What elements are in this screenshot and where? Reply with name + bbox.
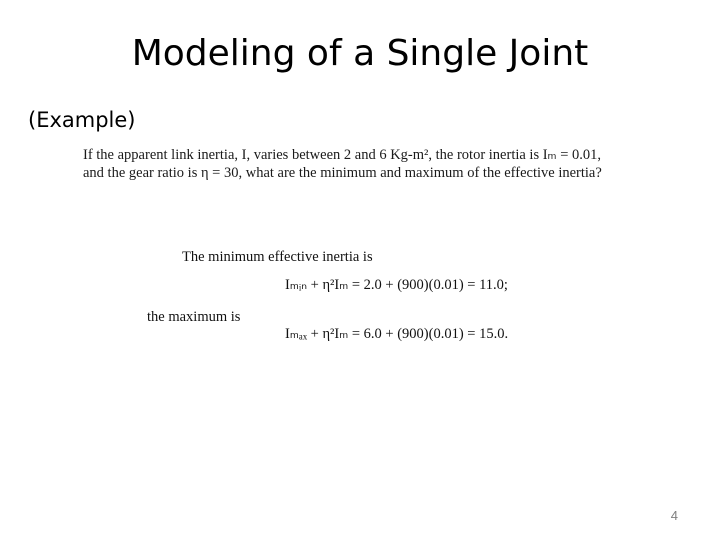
solution-intro: The minimum effective inertia is: [182, 249, 373, 265]
problem-statement: [83, 146, 603, 182]
page-number: 4: [670, 508, 678, 523]
max-label: the maximum is: [147, 309, 241, 325]
slide-title: Modeling of a Single Joint: [131, 33, 589, 74]
example-label: (Example): [28, 108, 136, 132]
problem-text: If the apparent link inertia, I, varies between 2 and 6 Kg-m², the rotor inertia is Iₘ = 0.01, and the gear ratio is η = 30, what are the minimum and maximum of the effective inertia?: [83, 147, 602, 181]
min-equation: Iₘᵢₙ + η²Iₘ = 2.0 + (900)(0.01) = 11.0;: [285, 277, 508, 293]
max-equation: Iₘₐₓ + η²Iₘ = 6.0 + (900)(0.01) = 15.0.: [285, 326, 509, 342]
